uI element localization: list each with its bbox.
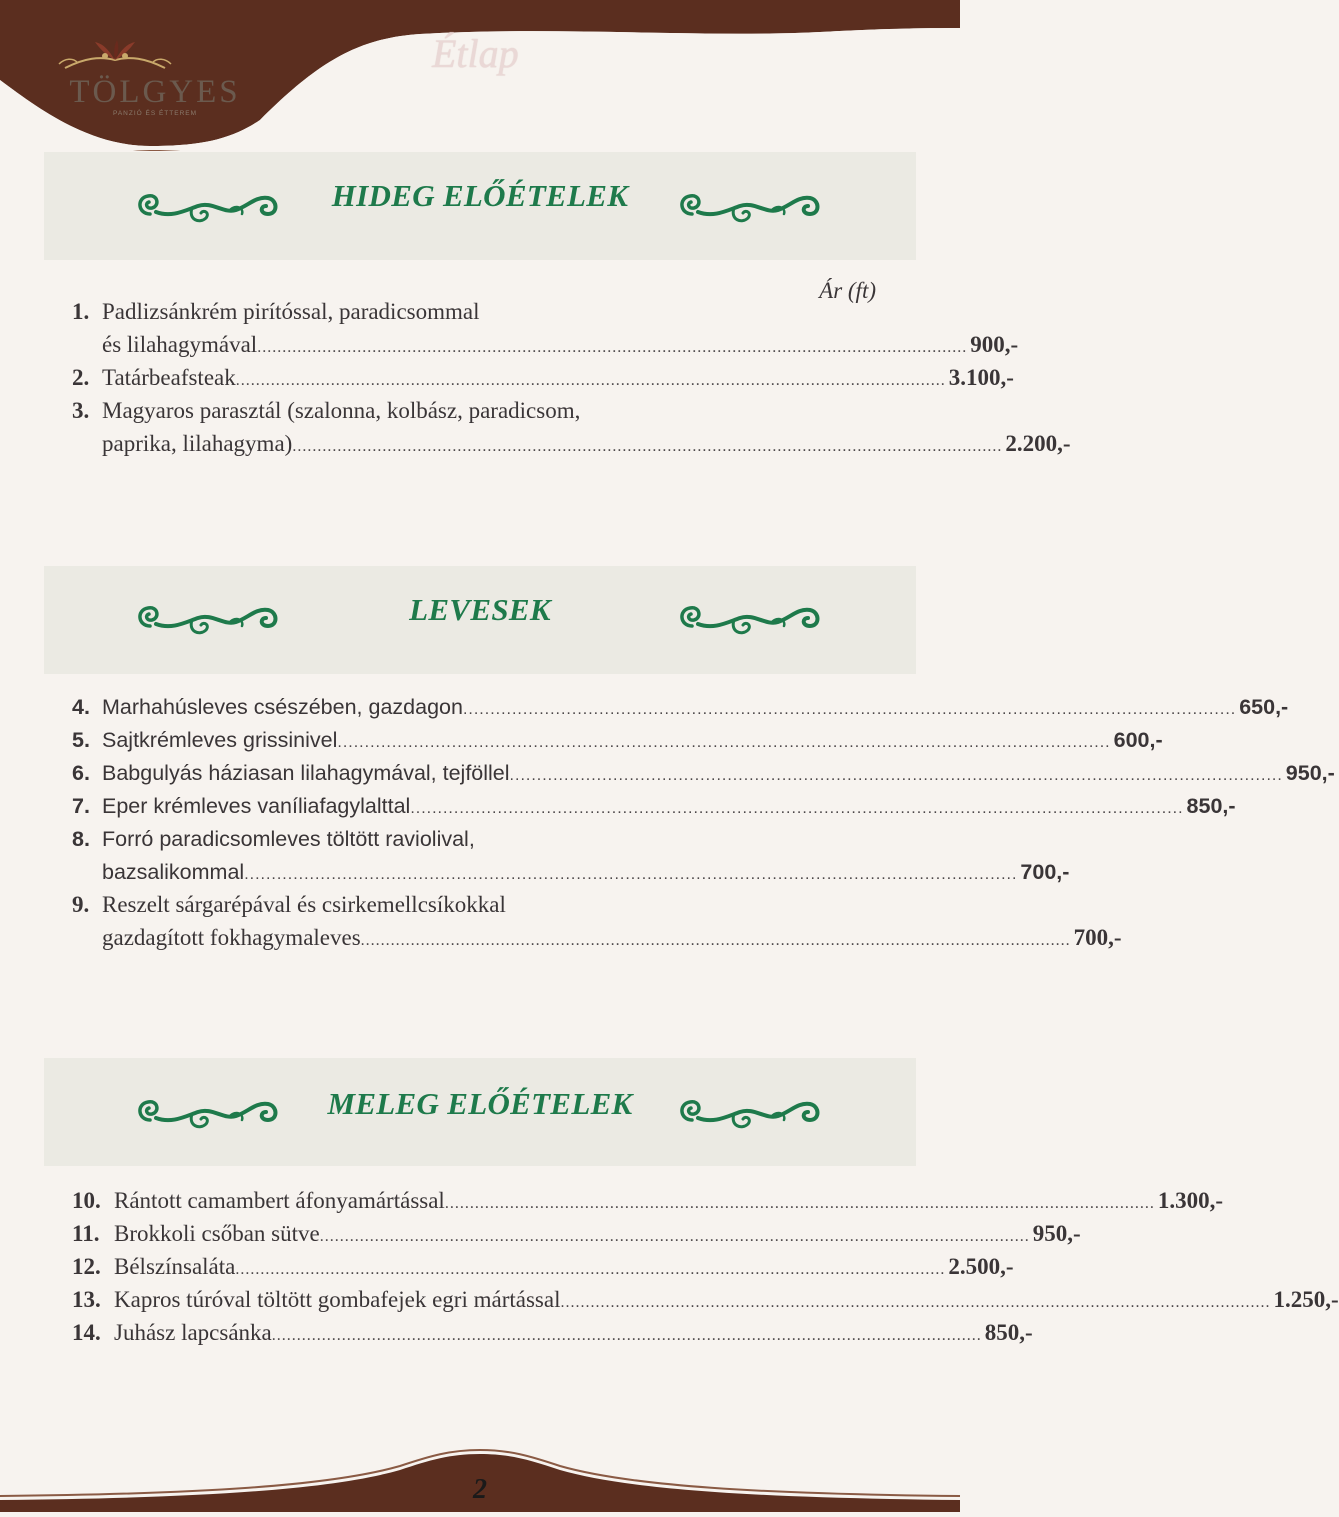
item-name: Sajtkrémleves grissinivel [102,728,338,752]
section-title: MELEG ELŐÉTELEK [327,1086,633,1121]
section-title: LEVESEK [409,592,551,627]
item-name: Reszelt sárgarépával és csirkemellcsíkokkal [102,892,506,917]
dot-leader: .............................................................................................................................................. [360,932,1071,949]
item-number: 9. [72,892,90,917]
swirl-ornament-icon [674,596,824,640]
menu-item [72,1317,1033,1349]
item-number: 2. [72,365,90,390]
dot-leader: .............................................................................................................................................. [235,1261,946,1278]
item-price: 850,- [1186,794,1236,818]
menu-item [72,1218,1081,1250]
item-price: 700,- [1073,925,1122,950]
section-banner-meleg [44,1058,916,1166]
menu-item [72,362,1014,394]
item-number: 5. [72,728,90,752]
swirl-ornament-icon [674,184,824,228]
item-name: Padlizsánkrém pirítóssal, paradicsommal [102,299,480,324]
oak-leaves-icon [55,38,175,74]
item-price: 650,- [1239,695,1289,719]
menu-item-cont [72,428,1071,460]
item-name: Magyaros parasztál (szalonna, kolbász, paradicsom, [102,398,581,423]
item-name: Kapros túróval töltött gombafejek egri mártással [114,1287,561,1312]
menu-item [72,691,1289,723]
item-price: 1.300,- [1157,1188,1223,1213]
item-number: 4. [72,695,90,719]
item-name: Babgulyás háziasan lilahagymával, tejföllel [102,761,510,785]
item-name: Forró paradicsomleves töltött raviolival, [102,827,475,851]
item-price: 900,- [970,332,1019,357]
dot-leader: .............................................................................................................................................. [292,438,1003,455]
dot-leader: .............................................................................................................................................. [410,800,1184,817]
dot-leader: .............................................................................................................................................. [319,1228,1030,1245]
item-number: 14. [72,1320,101,1345]
item-name: Rántott camambert áfonyamártással [114,1188,445,1213]
item-number: 11. [72,1221,100,1246]
price-column-header: Ár (ft) [819,278,876,303]
item-price: 950,- [1032,1221,1081,1246]
menu-item [72,790,1236,822]
item-number: 8. [72,827,90,851]
dot-leader: .............................................................................................................................................. [560,1294,1271,1311]
dot-leader: .............................................................................................................................................. [462,701,1237,718]
item-number: 6. [72,761,90,785]
page-title: Étlap [432,31,519,76]
menu-item [72,889,880,921]
item-name-cont: bazsalikommal [102,860,245,884]
item-name: Eper krémleves vaníliafagylalttal [102,794,411,818]
item-name-cont: paprika, lilahagyma) [102,431,293,456]
section-title: HIDEG ELŐÉTELEK [331,178,629,213]
item-price: 3.100,- [948,365,1014,390]
menu-item [72,757,1335,789]
menu-item [72,724,1163,756]
item-name-cont: és lilahagymával [102,332,258,357]
item-price: 2.500,- [948,1254,1014,1279]
item-price: 2.200,- [1005,431,1071,456]
item-number: 13. [72,1287,101,1312]
menu-item [72,296,880,328]
item-name: Marhahúsleves csészében, gazdagon [102,695,463,719]
swirl-ornament-icon [674,1090,824,1134]
menu-item [72,823,880,855]
menu-item [72,395,880,427]
item-name: Brokkoli csőban sütve [114,1221,320,1246]
menu-item-cont [72,856,1070,888]
dot-leader: .............................................................................................................................................. [244,866,1018,883]
item-price: 600,- [1113,728,1163,752]
item-price: 950,- [1285,761,1335,785]
item-number: 10. [72,1188,101,1213]
dot-leader: .............................................................................................................................................. [444,1195,1155,1212]
item-price: 1.250,- [1273,1287,1339,1312]
logo-name: TÖLGYES [69,74,241,110]
menu-item [72,1185,1223,1217]
item-name: Tatárbeafsteak [102,365,236,390]
tolgyes-logo [55,38,255,128]
dot-leader: .............................................................................................................................................. [235,372,946,389]
section-banner-hideg [44,152,916,260]
menu-item [72,1284,1339,1316]
dot-leader: .............................................................................................................................................. [271,1327,982,1344]
item-number: 7. [72,794,90,818]
dot-leader: .............................................................................................................................................. [337,734,1111,751]
item-number: 1. [72,299,90,324]
dot-leader: .............................................................................................................................................. [257,339,968,356]
dot-leader: .............................................................................................................................................. [509,767,1283,784]
page-number: 2 [473,1474,487,1505]
section-banner-levesek [44,566,916,674]
item-number: 3. [72,398,90,423]
item-price: 700,- [1020,860,1070,884]
menu-item [72,1251,1014,1283]
logo-subtitle: PANZIÓ ÉS ÉTTEREM [112,110,198,117]
page-header [0,0,960,150]
item-name: Juhász lapcsánka [114,1320,272,1345]
item-price: 850,- [984,1320,1033,1345]
item-name: Bélszínsaláta [114,1254,236,1279]
menu-item-cont [72,329,1019,361]
item-number: 12. [72,1254,101,1279]
item-name-cont: gazdagított fokhagymaleves [102,925,361,950]
menu-item-cont [72,922,1122,954]
